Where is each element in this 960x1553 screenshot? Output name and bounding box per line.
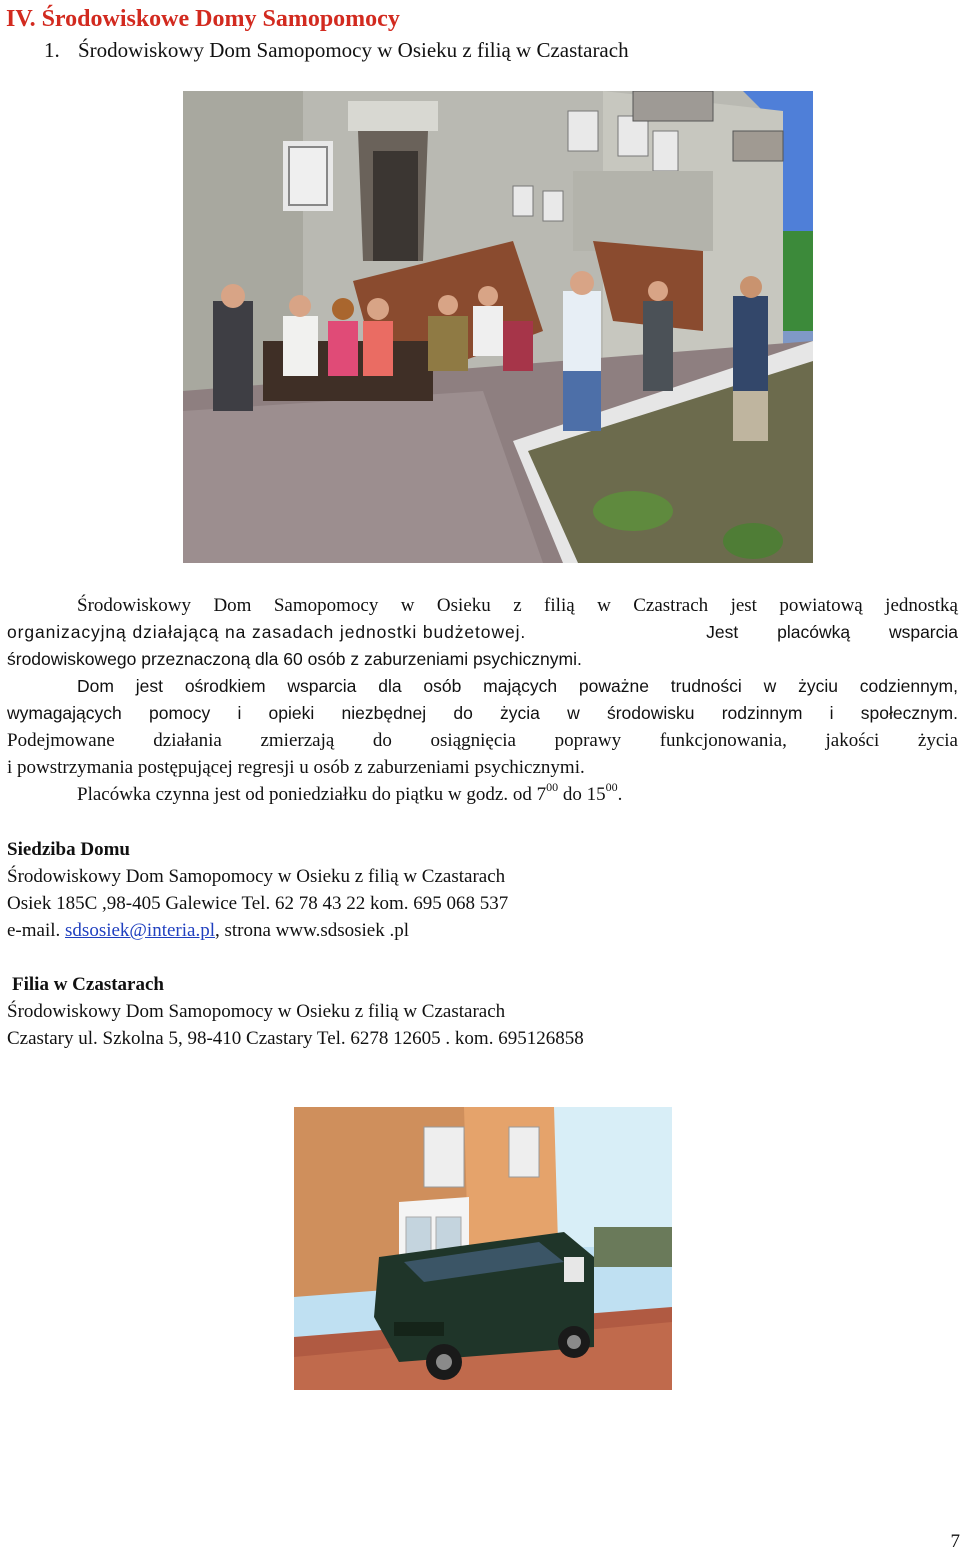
seat-heading: Siedziba Domu	[7, 839, 130, 860]
paragraph-intro-line-1: Środowiskowy Dom Samopomocy w Osieku z filią w Czastrach jest powiatową jednostką	[77, 595, 958, 616]
seat-email-link[interactable]: sdsosiek@interia.pl	[65, 920, 215, 941]
paragraph-description	[7, 673, 958, 781]
paragraph-description-line-2: wymagających pomocy i opieki niezbędnej do życia w środowisku rodzinnym i społecznym.	[7, 703, 958, 723]
branch-address: Czastary ul. Szkolna 5, 98-410 Czastary Tel. 6278 12605 . kom. 695126858	[7, 1028, 584, 1049]
paragraph-intro-line-3: środowiskowego przeznaczoną dla 60 osób z zaburzeniami psychicznymi.	[7, 649, 582, 669]
opening-hours-sup-start: 00	[546, 779, 559, 794]
opening-hours	[7, 781, 958, 808]
page-number: 7	[950, 1531, 960, 1552]
paragraph-intro-line-2	[7, 619, 958, 646]
paragraph-intro-line-2b: Jest placówką wsparcia	[706, 622, 958, 642]
opening-hours-prefix: Placówka czynna jest od poniedziałku do piątku w godz. od 7	[77, 784, 547, 805]
seat-name: Środowiskowy Dom Samopomocy w Osieku z filią w Czastarach	[7, 866, 506, 887]
paragraph-intro	[7, 592, 958, 673]
opening-hours-middle: do 15	[558, 784, 606, 805]
branch-heading: Filia w Czastarach	[12, 974, 164, 995]
branch-section	[7, 971, 958, 1052]
chapter-title: IV. Środowiskowe Domy Samopomocy	[6, 6, 400, 32]
section-title-text: Środowiskowy Dom Samopomocy w Osieku z filią w Czastarach	[78, 38, 629, 62]
seat-email-label: e-mail.	[7, 920, 66, 941]
branch-building-van-photo	[294, 1107, 672, 1390]
opening-hours-suffix: .	[617, 784, 623, 805]
section-title	[44, 38, 629, 63]
paragraph-description-line-3: Podejmowane działania zmierzają do osiągnięcia poprawy funkcjonowania, jakości życia	[7, 730, 958, 751]
opening-hours-sup-end: 00	[605, 779, 618, 794]
seat-website: , strona www.sdsosiek .pl	[214, 920, 410, 941]
building-group-photo	[183, 91, 813, 563]
paragraph-intro-line-2a: organizacyjną działającą na zasadach jednostki budżetowej.	[7, 622, 527, 642]
paragraph-description-line-1: Dom jest ośrodkiem wsparcia dla osób mających poważne trudności w życiu codziennym,	[77, 676, 958, 696]
seat-section	[7, 836, 958, 944]
paragraph-description-line-4: i powstrzymania postępującej regresji u osób z zaburzeniami psychicznymi.	[7, 757, 585, 778]
branch-name: Środowiskowy Dom Samopomocy w Osieku z filią w Czastarach	[7, 1001, 506, 1022]
seat-address: Osiek 185C ,98-405 Galewice Tel. 62 78 43 22 kom. 695 068 537	[7, 893, 509, 914]
section-number: 1.	[44, 38, 60, 62]
